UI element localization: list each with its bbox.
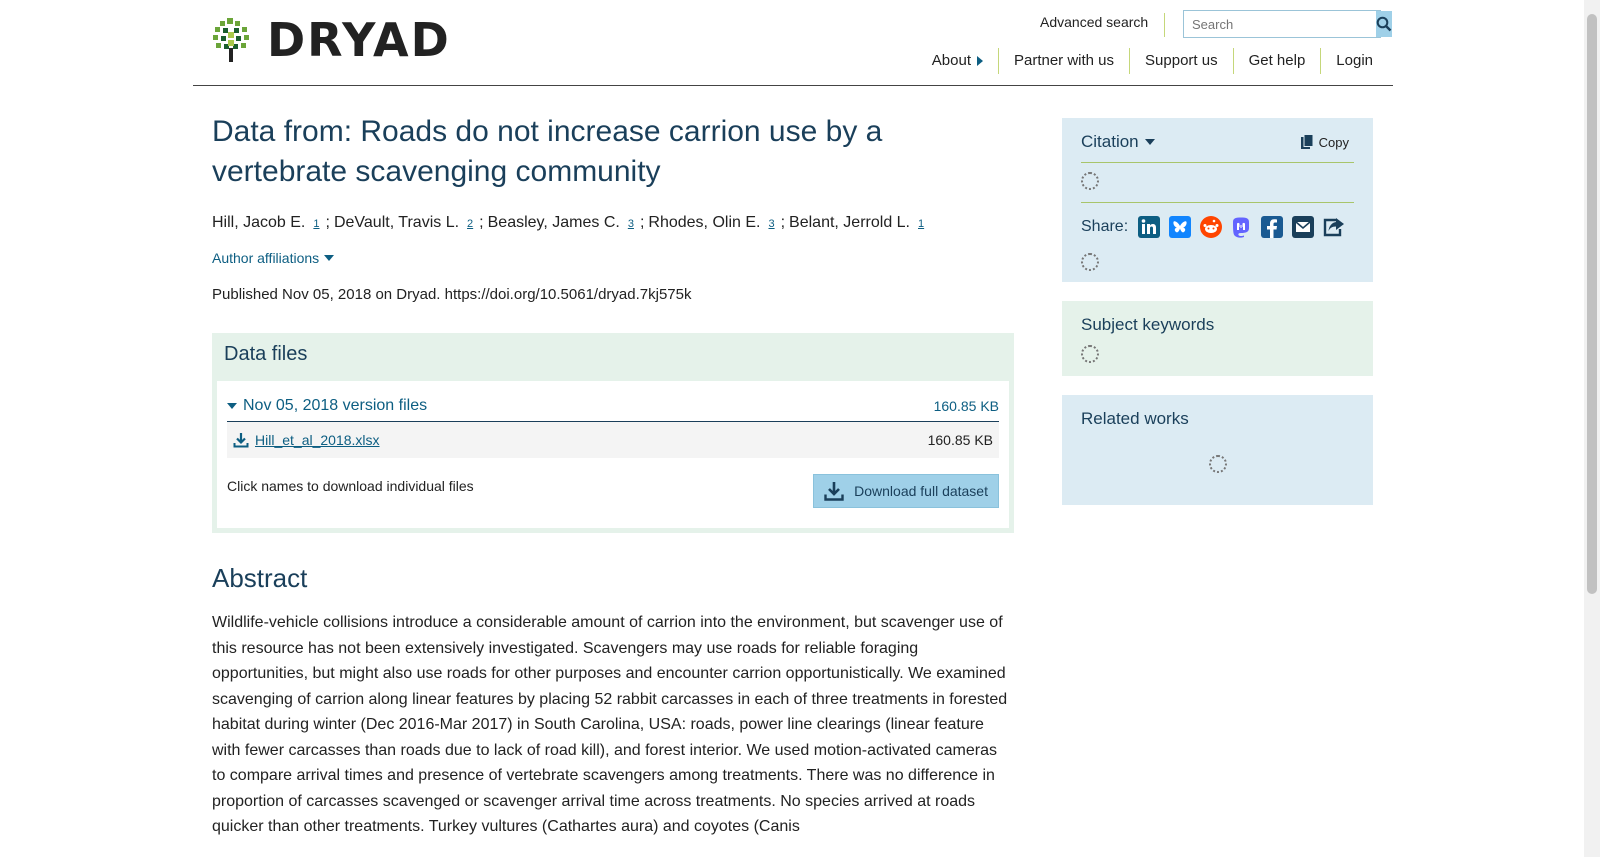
version-toggle[interactable] [227, 397, 427, 415]
author-name: Beasley, James C. [487, 214, 620, 231]
author-separator: ; [479, 214, 484, 231]
data-files-panel [212, 333, 1014, 533]
author-name: DeVault, Travis L. [333, 214, 460, 231]
subject-keywords-heading: Subject keywords [1081, 315, 1215, 334]
data-files-heading: Data files [224, 343, 308, 365]
share-label: Share: [1081, 218, 1129, 235]
chevron-down-icon [1145, 139, 1155, 145]
data-files-body [217, 381, 1009, 528]
dryad-logo[interactable] [213, 13, 451, 67]
nav-login[interactable]: Login [1320, 48, 1373, 74]
file-size: 160.85 KB [927, 432, 993, 448]
abstract-text: Wildlife-vehicle collisions introduce a considerable amount of carrion into the environment, but scavenger use of this resource has not been extensively investigated. Scavengers may use roads for reliable foraging opportunities, but might also use roads for other purposes and encounter carrion opportunistically. We examined scavenging of carrion along linear features by placing 52 rabbit carcasses in each of three treatments in forested habitat during winter (Dec 2016-Mar 2017) in South Carolina, USA: roads, power line clearings (linear feature with fewer carcasses than roads due to lack of road kill), and forest interior. We used motion-activated cameras to compare arrival times and presence of vertebrate scavengers among treatments. There was no difference in proportion of carcasses scavenged or scavenger arrival time across treatments. No species arrived at roads quicker than other treatments. Turkey vultures (Cathartes aura) and coyotes (Canis [212, 614, 1008, 835]
copy-citation-button[interactable] [1300, 134, 1349, 150]
loading-spinner-icon [1081, 345, 1099, 363]
file-download-link[interactable]: Hill_et_al_2018.xlsx [255, 432, 380, 448]
nav-support[interactable]: Support us [1129, 48, 1233, 74]
bluesky-icon[interactable] [1169, 215, 1192, 239]
email-icon[interactable] [1291, 215, 1314, 239]
author-separator: ; [639, 214, 645, 231]
abstract-heading: Abstract [212, 563, 308, 593]
tree-logo-icon [213, 18, 249, 62]
scrollbar[interactable] [1584, 0, 1600, 857]
nav-partner[interactable]: Partner with us [998, 48, 1129, 74]
author-name: Hill, Jacob E. [212, 214, 306, 231]
citation-label: Citation [1081, 132, 1139, 151]
nav-about-label: About [931, 52, 971, 69]
reddit-icon[interactable] [1199, 215, 1222, 239]
caret-right-icon [977, 56, 983, 66]
logo-text: DRYAD [267, 13, 451, 67]
author-name: Rhodes, Olin E. [648, 214, 761, 231]
download-full-dataset-label: Download full dataset [854, 483, 988, 499]
download-full-dataset-button[interactable] [813, 474, 999, 508]
citation-header [1081, 132, 1354, 163]
main-nav [917, 48, 1373, 74]
file-row [227, 422, 999, 458]
nav-about[interactable] [917, 48, 998, 74]
affiliation-link[interactable]: 3 [627, 218, 634, 230]
download-icon [824, 481, 844, 501]
download-icon [233, 432, 249, 448]
citation-toggle[interactable] [1081, 132, 1155, 152]
author-affiliations-label: Author affiliations [212, 250, 320, 266]
loading-spinner-icon [1209, 455, 1227, 473]
facebook-icon[interactable] [1261, 215, 1284, 239]
citation-body [1081, 169, 1354, 203]
share-icon[interactable] [1322, 215, 1346, 239]
search-button[interactable] [1376, 11, 1392, 37]
file-link-group[interactable] [233, 432, 380, 448]
search-box [1183, 10, 1381, 38]
share-row [1081, 215, 1354, 239]
search-icon [1376, 16, 1392, 32]
copy-icon [1300, 134, 1314, 150]
chevron-down-icon [324, 255, 334, 261]
advanced-search-link[interactable]: Advanced search [1040, 13, 1165, 37]
affiliation-link[interactable]: 3 [768, 218, 775, 230]
author-name: Belant, Jerrold L. [789, 214, 910, 231]
author-list [212, 214, 1014, 232]
related-works-panel [1062, 395, 1373, 505]
loading-spinner-icon [1081, 172, 1099, 190]
main-content [212, 112, 1014, 840]
download-note: Click names to download individual files [227, 478, 474, 494]
subject-keywords-panel [1062, 301, 1373, 376]
author-separator: ; [780, 214, 786, 231]
citation-panel [1062, 118, 1373, 282]
chevron-down-icon [227, 403, 237, 409]
site-header [193, 0, 1393, 86]
copy-label: Copy [1318, 134, 1349, 150]
mastodon-icon[interactable] [1230, 215, 1253, 239]
publication-info: Published Nov 05, 2018 on Dryad. https://doi.org/10.5061/dryad.7kj575k [212, 286, 692, 303]
author-affiliations-toggle[interactable] [212, 250, 1014, 266]
loading-spinner-icon [1081, 253, 1099, 271]
linkedin-icon[interactable] [1138, 215, 1161, 239]
affiliation-link[interactable]: 2 [467, 218, 474, 230]
version-size: 160.85 KB [933, 398, 999, 414]
version-label: Nov 05, 2018 version files [243, 397, 428, 414]
nav-help[interactable]: Get help [1233, 48, 1321, 74]
page-title: Data from: Roads do not increase carrion use by a vertebrate scavenging community [212, 115, 883, 188]
version-row[interactable] [227, 393, 999, 422]
related-works-heading: Related works [1081, 409, 1189, 428]
author-separator: ; [325, 214, 330, 231]
download-row [227, 474, 999, 508]
search-input[interactable] [1184, 11, 1376, 37]
affiliation-link[interactable]: 1 [918, 218, 925, 230]
scrollbar-thumb[interactable] [1587, 14, 1597, 594]
affiliation-link[interactable]: 1 [313, 218, 320, 230]
